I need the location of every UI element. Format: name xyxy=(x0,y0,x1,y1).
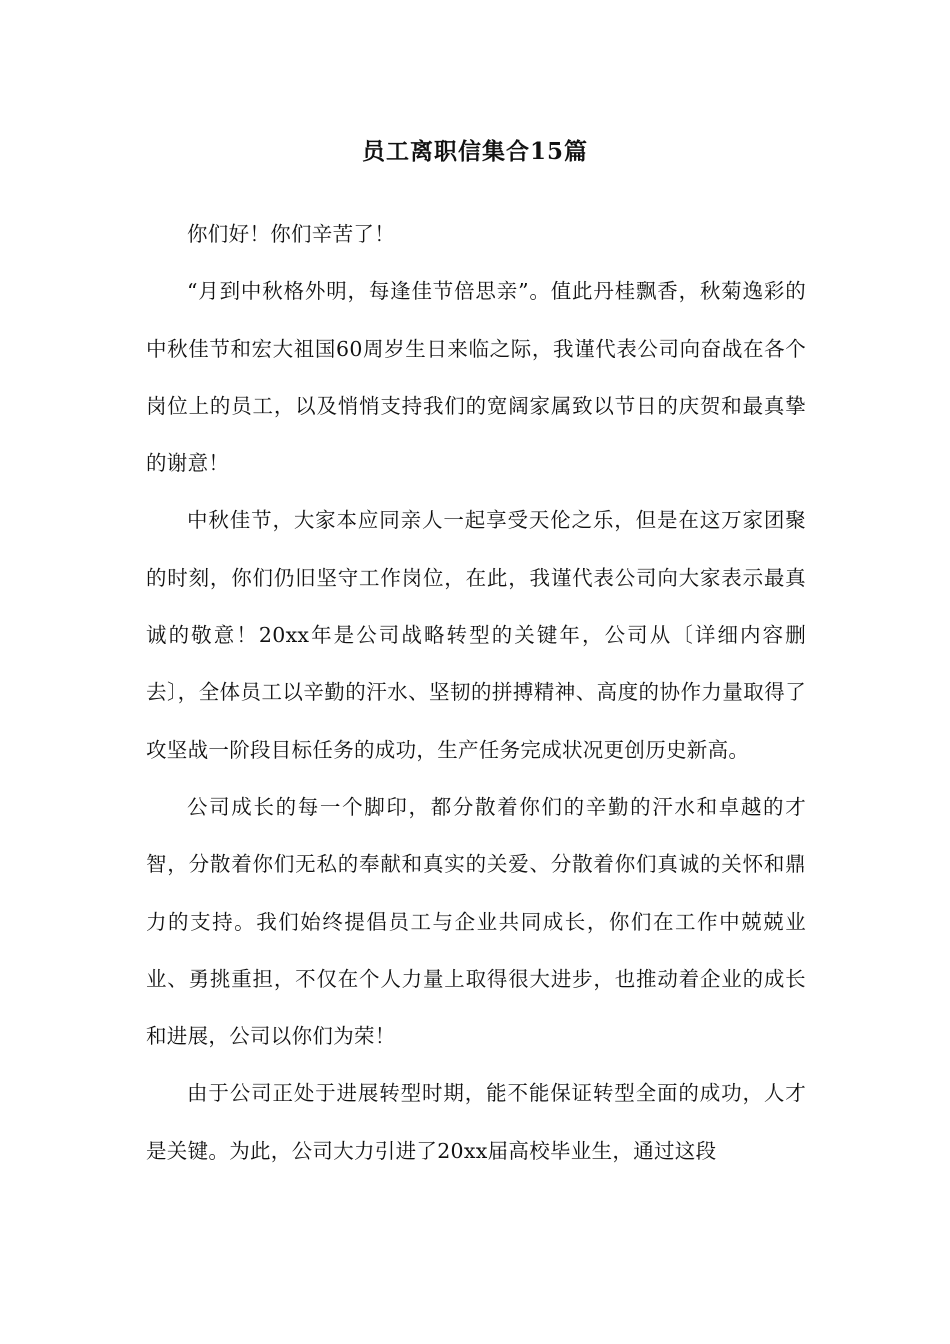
paragraph-greeting: 你们好！你们辛苦了！ xyxy=(187,222,395,246)
paragraph-festival-greeting: “月到中秋格外明，每逢佳节倍思亲”。值此丹桂飘香，秋菊逸彩的中秋佳节和宏大祖国60周岁生日来临之际，我谨代表公司向奋战在各个岗位上的员工，以及悄悄支持我们的宽阔家属致以节日的庆贺和最真挚的谢意！ xyxy=(146,279,806,476)
paragraph-gratitude: 中秋佳节，大家本应同亲人一起享受天伦之乐，但是在这万家团聚的时刻，你们仍旧坚守工作岗位，在此，我谨代表公司向大家表示最真诚的敬意！20xx年是公司战略转型的关键年，公司从〔详细内容删去〕，全体员工以辛勤的汗水、坚韧的拼搏精神、高度的协作力量取得了攻坚战一阶段目标任务的成功，生产任务完成状况更创历史新高。 xyxy=(146,508,806,762)
document-body xyxy=(146,206,806,1180)
paragraph-talent: 由于公司正处于进展转型时期，能不能保证转型全面的成功，人才是关键。为此，公司大力引进了20xx届高校毕业生，通过这段 xyxy=(146,1081,806,1163)
paragraph-company-growth: 公司成长的每一个脚印，都分散着你们的辛勤的汗水和卓越的才智，分散着你们无私的奉献和真实的关爱、分散着你们真诚的关怀和鼎力的支持。我们始终提倡员工与企业共同成长，你们在工作中兢兢业业、勇挑重担，不仅在个人力量上取得很大进步，也推动着企业的成长和进展，公司以你们为荣！ xyxy=(146,794,806,1049)
document-title: 员工离职信集合15篇 xyxy=(361,138,588,165)
